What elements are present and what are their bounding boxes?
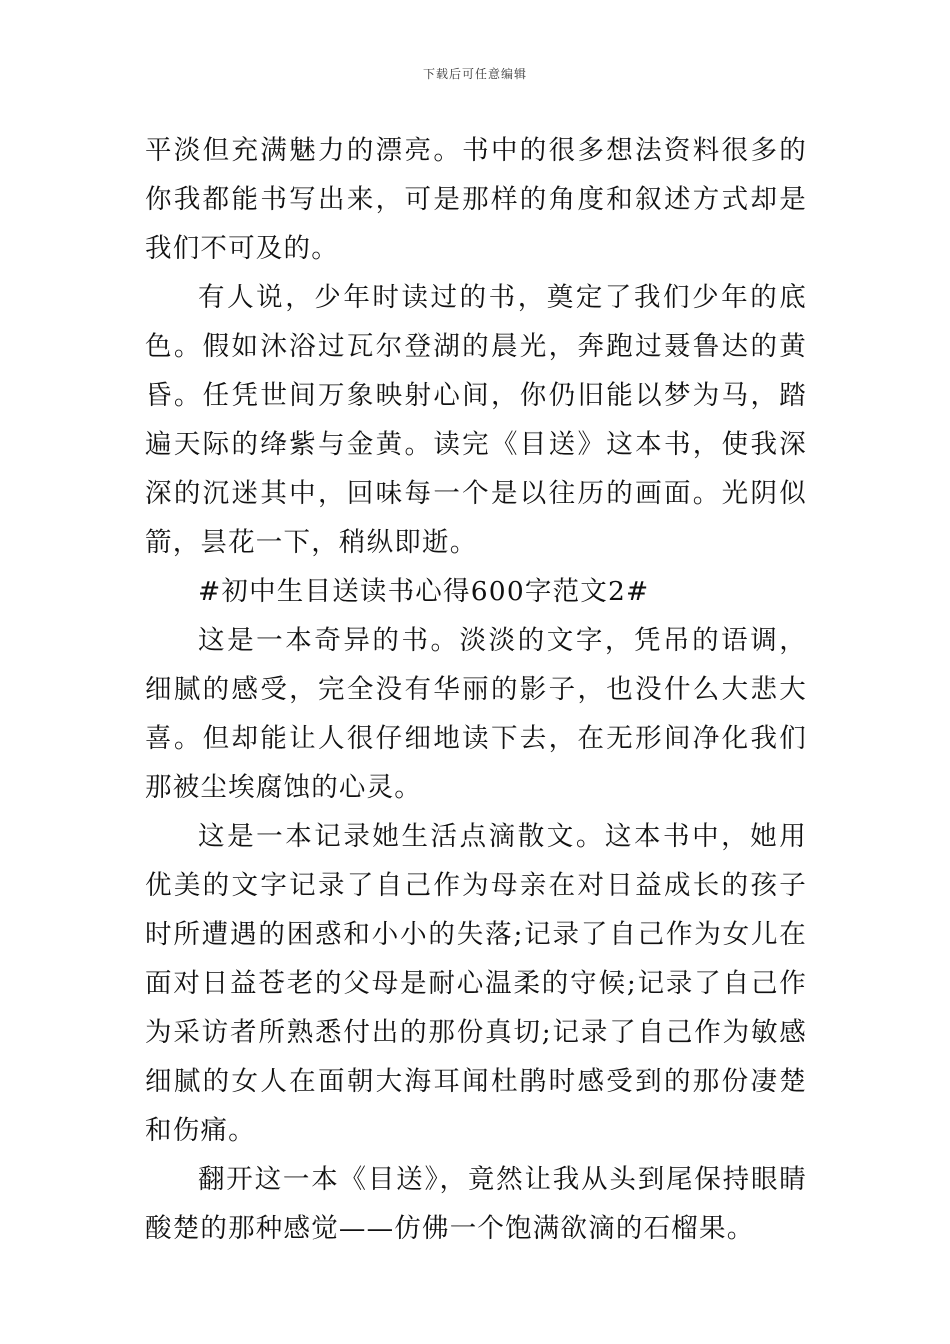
page-header: 下载后可任意编辑 [422, 67, 527, 81]
paragraph-continuation: 平淡但充满魅力的漂亮。书中的很多想法资料很多的你我都能书写出来，可是那样的角度和叙述方式却是我们不可及的。 [145, 135, 807, 264]
paragraph-opening-book: 翻开这一本《目送》，竟然让我从头到尾保持眼睛酸楚的那种感觉——仿佛一个饱满欲滴的石榴果。 [145, 1164, 807, 1244]
section-heading: #初中生目送读书心得600字范文2# [198, 576, 650, 607]
paragraph-strange-book: 这是一本奇异的书。淡淡的文字，凭吊的语调，细腻的感受，完全没有华丽的影子，也没什么大悲大喜。但却能让人很仔细地读下去，在无形间净化我们那被尘埃腐蚀的心灵。 [145, 625, 807, 803]
paragraph-youth-reading: 有人说，少年时读过的书，奠定了我们少年的底色。假如沐浴过瓦尔登湖的晨光，奔跑过聂鲁达的黄昏。任凭世间万象映射心间，你仍旧能以梦为马，踏遍天际的绛紫与金黄。读完《目送》这本书，使我深深的沉迷其中，回味每一个是以往历的画面。光阴似箭，昙花一下，稍纵即逝。 [145, 282, 807, 558]
document-body [145, 126, 807, 1253]
paragraph-life-record: 这是一本记录她生活点滴散文。这本书中，她用优美的文字记录了自己作为母亲在对日益成长的孩子时所遭遇的困惑和小小的失落;记录了自己作为女儿在面对日益苍老的父母是耐心温柔的守候;记录了自己作为采访者所熟悉付出的那份真切;记录了自己作为敏感细腻的女人在面朝大海耳闻杜鹃时感受到的那份凄楚和伤痛。 [145, 821, 807, 1146]
